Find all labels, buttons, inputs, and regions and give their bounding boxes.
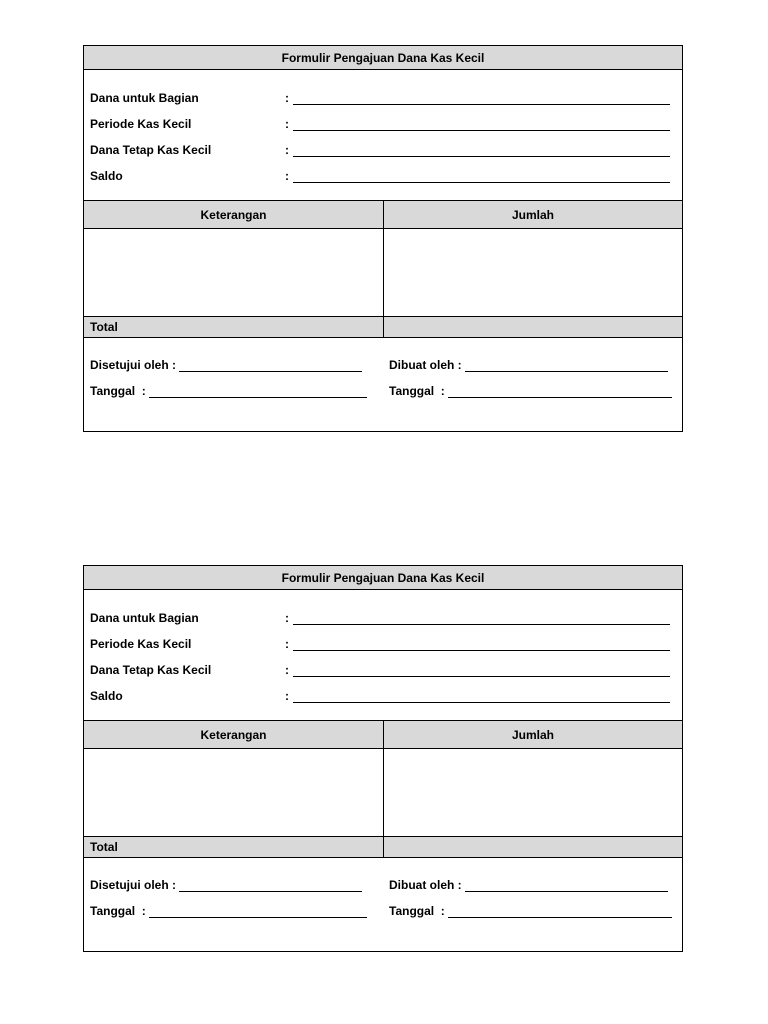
signature-column-left bbox=[84, 872, 383, 924]
date-left-label: Tanggal : bbox=[90, 384, 146, 398]
signature-column-left bbox=[84, 352, 383, 404]
fixed-fund-input-line[interactable] bbox=[293, 144, 670, 157]
field-row-balance bbox=[84, 683, 682, 709]
date-right-row bbox=[389, 898, 682, 924]
balance-input-line[interactable] bbox=[293, 690, 670, 703]
approved-by-row bbox=[90, 872, 383, 898]
field-label: Saldo bbox=[90, 689, 123, 703]
field-label: Saldo bbox=[90, 169, 123, 183]
approved-by-label: Disetujui oleh : bbox=[90, 878, 177, 892]
total-amount-cell[interactable] bbox=[384, 837, 682, 857]
made-by-label: Dibuat oleh : bbox=[389, 358, 462, 372]
date-right-line[interactable] bbox=[448, 905, 672, 918]
period-input-line[interactable] bbox=[293, 638, 670, 651]
field-row-fixed-fund bbox=[84, 137, 682, 163]
date-left-row bbox=[90, 898, 383, 924]
field-row-department bbox=[84, 605, 682, 631]
table-header-row bbox=[84, 201, 682, 229]
form-title: Formulir Pengajuan Dana Kas Kecil bbox=[84, 46, 682, 70]
fixed-fund-input-line[interactable] bbox=[293, 664, 670, 677]
petty-cash-form-2 bbox=[83, 565, 683, 952]
field-row-period bbox=[84, 631, 682, 657]
field-colon: : bbox=[285, 637, 289, 651]
column-header-description: Keterangan bbox=[84, 721, 384, 748]
date-left-line[interactable] bbox=[149, 905, 367, 918]
approved-by-line[interactable] bbox=[179, 359, 362, 372]
table-header-row bbox=[84, 721, 682, 749]
total-row bbox=[84, 317, 682, 338]
signature-column-right bbox=[383, 352, 682, 404]
field-label: Dana untuk Bagian bbox=[90, 611, 199, 625]
date-left-label: Tanggal : bbox=[90, 904, 146, 918]
field-colon: : bbox=[285, 663, 289, 677]
field-row-fixed-fund bbox=[84, 657, 682, 683]
made-by-line[interactable] bbox=[465, 879, 668, 892]
field-row-department bbox=[84, 85, 682, 111]
made-by-row bbox=[389, 352, 682, 378]
made-by-row bbox=[389, 872, 682, 898]
approved-by-line[interactable] bbox=[179, 879, 362, 892]
petty-cash-form-1 bbox=[83, 45, 683, 432]
made-by-line[interactable] bbox=[465, 359, 668, 372]
form-title: Formulir Pengajuan Dana Kas Kecil bbox=[84, 566, 682, 590]
field-colon: : bbox=[285, 689, 289, 703]
approved-by-row bbox=[90, 352, 383, 378]
field-label: Dana Tetap Kas Kecil bbox=[90, 143, 212, 157]
amount-cell[interactable] bbox=[384, 749, 682, 836]
department-input-line[interactable] bbox=[293, 612, 670, 625]
field-label: Periode Kas Kecil bbox=[90, 117, 192, 131]
column-header-amount: Jumlah bbox=[511, 727, 554, 742]
field-colon: : bbox=[285, 611, 289, 625]
column-header-amount: Jumlah bbox=[511, 207, 554, 222]
field-label: Dana untuk Bagian bbox=[90, 91, 199, 105]
date-right-line[interactable] bbox=[448, 385, 672, 398]
column-header-description: Keterangan bbox=[84, 201, 384, 228]
date-right-label: Tanggal : bbox=[389, 384, 445, 398]
department-input-line[interactable] bbox=[293, 92, 670, 105]
made-by-label: Dibuat oleh : bbox=[389, 878, 462, 892]
date-left-line[interactable] bbox=[149, 385, 367, 398]
description-cell[interactable] bbox=[84, 229, 384, 316]
field-colon: : bbox=[285, 91, 289, 105]
field-colon: : bbox=[285, 143, 289, 157]
field-row-period bbox=[84, 111, 682, 137]
period-input-line[interactable] bbox=[293, 118, 670, 131]
field-colon: : bbox=[285, 169, 289, 183]
table-body-row bbox=[84, 229, 682, 317]
date-right-label: Tanggal : bbox=[389, 904, 445, 918]
total-amount-cell[interactable] bbox=[384, 317, 682, 337]
date-left-row bbox=[90, 378, 383, 404]
field-row-balance bbox=[84, 163, 682, 189]
total-label: Total bbox=[84, 837, 384, 857]
table-body-row bbox=[84, 749, 682, 837]
approved-by-label: Disetujui oleh : bbox=[90, 358, 177, 372]
form-fields bbox=[84, 590, 682, 721]
signature-section bbox=[84, 858, 682, 924]
field-label: Dana Tetap Kas Kecil bbox=[90, 663, 212, 677]
total-row bbox=[84, 837, 682, 858]
signature-column-right bbox=[383, 872, 682, 924]
balance-input-line[interactable] bbox=[293, 170, 670, 183]
form-fields bbox=[84, 70, 682, 201]
amount-cell[interactable] bbox=[384, 229, 682, 316]
total-label: Total bbox=[84, 317, 384, 337]
description-cell[interactable] bbox=[84, 749, 384, 836]
signature-section bbox=[84, 338, 682, 404]
field-colon: : bbox=[285, 117, 289, 131]
field-label: Periode Kas Kecil bbox=[90, 637, 192, 651]
date-right-row bbox=[389, 378, 682, 404]
